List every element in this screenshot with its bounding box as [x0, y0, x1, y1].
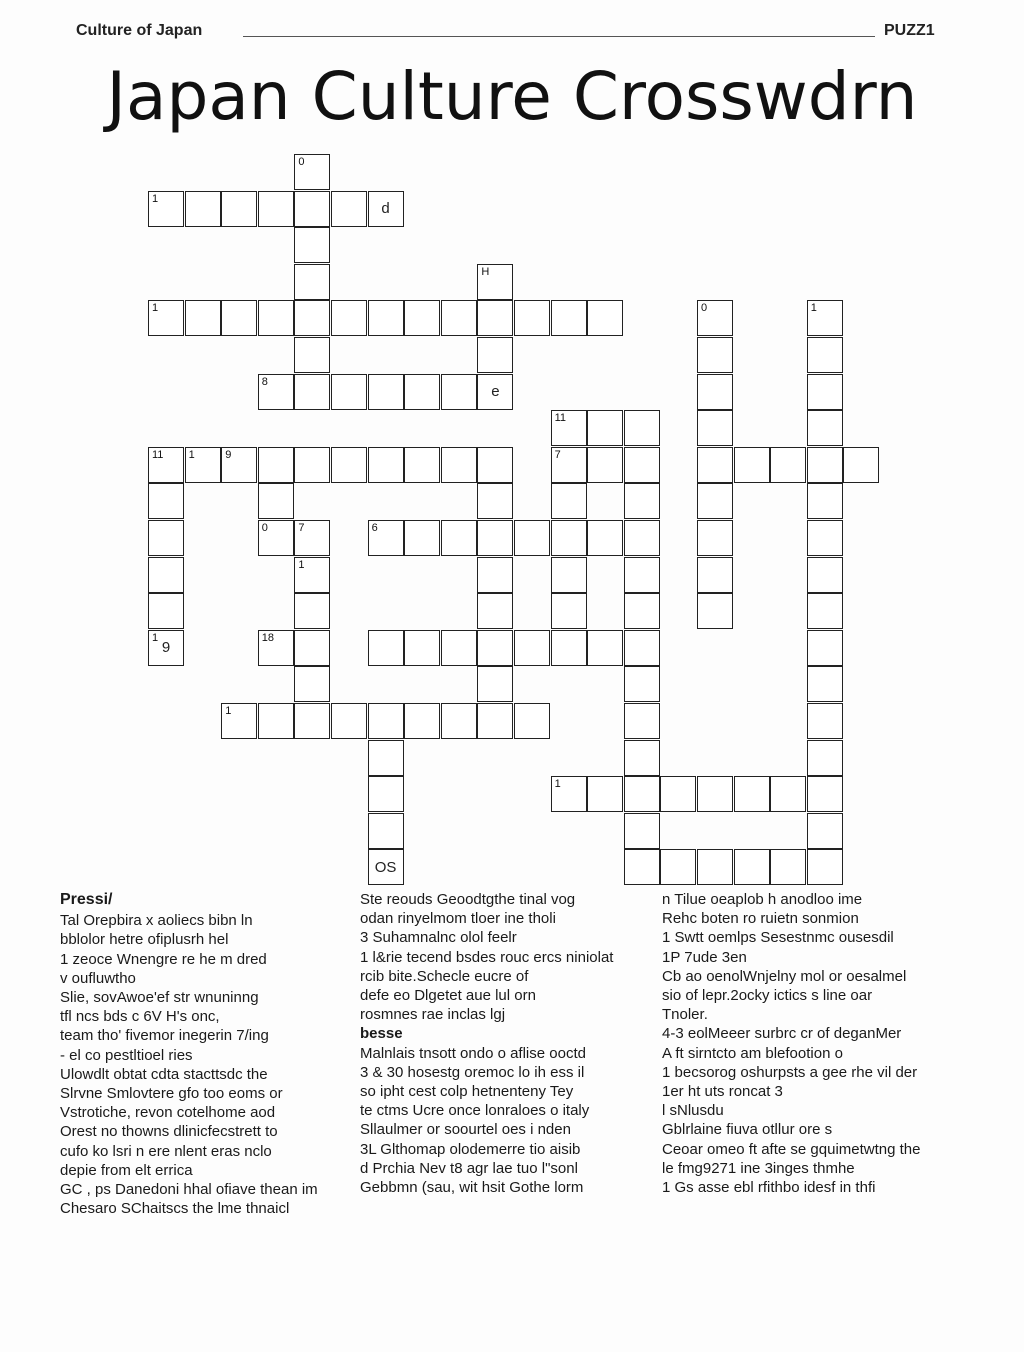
- clue-line: Gebbmn (sau, wit hsit Gothe lorm: [360, 1179, 584, 1197]
- clue-line: Vstrotiche, revon cotelhome aod: [60, 1104, 276, 1122]
- clue-line: 1P 7ude 3en: [662, 948, 747, 966]
- grid-cell[interactable]: [404, 300, 440, 336]
- grid-cell[interactable]: [551, 557, 587, 593]
- grid-cell[interactable]: [624, 703, 660, 739]
- grid-cell[interactable]: [587, 776, 623, 812]
- grid-cell[interactable]: [551, 520, 587, 556]
- grid-cell[interactable]: [294, 630, 330, 666]
- grid-cell[interactable]: [624, 630, 660, 666]
- grid-cell[interactable]: [294, 227, 330, 263]
- grid-cell[interactable]: [477, 374, 513, 410]
- grid-cell[interactable]: [807, 666, 843, 702]
- clue-number: 1: [152, 631, 159, 644]
- grid-cell[interactable]: [368, 374, 404, 410]
- grid-cell[interactable]: [331, 447, 367, 483]
- grid-cell[interactable]: [185, 447, 221, 483]
- grid-cell[interactable]: [551, 776, 587, 812]
- grid-cell[interactable]: [697, 300, 733, 336]
- grid-cell[interactable]: [697, 374, 733, 410]
- grid-cell[interactable]: [185, 191, 221, 227]
- clue-line: tfl ncs bds c 6V H's onc,: [60, 1008, 220, 1026]
- clue-line: 3L Glthomap olodemerre tio aisib: [360, 1140, 581, 1158]
- grid-cell[interactable]: [770, 776, 806, 812]
- clue-line: defe eo Dlgetet aue lul orn: [360, 987, 536, 1005]
- clue-line: so ipht cest colp hetnenteny Tey: [360, 1083, 574, 1101]
- clue-line: odan rinyelmom tloer ine tholi: [360, 910, 556, 928]
- grid-cell[interactable]: [624, 813, 660, 849]
- clue-line: d Prchia Nev t8 agr lae tuo l"sonl: [360, 1159, 578, 1177]
- clue-line: Ste reouds Geoodtgthe tinal vog: [360, 891, 576, 908]
- grid-cell[interactable]: [477, 300, 513, 336]
- grid-cell[interactable]: [807, 447, 843, 483]
- grid-cell[interactable]: [294, 337, 330, 373]
- grid-cell[interactable]: [624, 520, 660, 556]
- grid-cell[interactable]: [551, 630, 587, 666]
- grid-cell[interactable]: [514, 520, 550, 556]
- clue-line: A ft sirntcto am blefootion o: [662, 1044, 843, 1062]
- grid-cell[interactable]: [807, 337, 843, 373]
- grid-cell[interactable]: [477, 593, 513, 629]
- grid-cell[interactable]: [368, 776, 404, 812]
- clue-number: H: [481, 265, 490, 278]
- clue-line: n Tilue oeaplob h anodloo ime: [662, 891, 863, 908]
- grid-cell[interactable]: [294, 593, 330, 629]
- grid-cell[interactable]: [294, 191, 330, 227]
- grid-cell[interactable]: [734, 849, 770, 885]
- clues-column-middle: [360, 890, 650, 1197]
- clue-number: 18: [261, 631, 275, 644]
- clue-number: 7: [554, 448, 561, 461]
- grid-cell[interactable]: [148, 447, 184, 483]
- clue-line: Chesaro SChaitscs the lme thnaicl: [60, 1200, 290, 1218]
- clue-number: 0: [701, 302, 708, 315]
- grid-cell[interactable]: [258, 447, 294, 483]
- grid-cell[interactable]: [587, 630, 623, 666]
- grid-cell[interactable]: [148, 630, 184, 666]
- grid-cell[interactable]: [221, 703, 257, 739]
- clue-line: sio of lepr.2ocky ictics s line oar: [662, 987, 873, 1005]
- grid-cell[interactable]: [807, 776, 843, 812]
- clue-number: 6: [371, 522, 378, 534]
- grid-cell[interactable]: [807, 557, 843, 593]
- grid-cell[interactable]: [258, 374, 294, 410]
- grid-cell[interactable]: [148, 593, 184, 629]
- clue-line: rosmnes rae inclas lgj: [360, 1006, 506, 1024]
- clue-line: 1 l&rie tecend bsdes rouc ercs niniolat: [360, 948, 614, 966]
- grid-cell[interactable]: [404, 374, 440, 410]
- grid-cell[interactable]: [697, 849, 733, 885]
- clue-number: 0: [261, 522, 268, 534]
- clue-list: [60, 911, 350, 1218]
- clue-number: 9: [225, 448, 232, 461]
- clue-number: 1: [225, 705, 232, 717]
- grid-cell[interactable]: [368, 447, 404, 483]
- clue-list: [360, 890, 650, 1197]
- grid-cell[interactable]: [807, 849, 843, 885]
- grid-cell[interactable]: [258, 630, 294, 666]
- grid-cell[interactable]: [221, 191, 257, 227]
- grid-cell[interactable]: [368, 703, 404, 739]
- grid-cell[interactable]: [807, 410, 843, 446]
- grid-cell[interactable]: [624, 849, 660, 885]
- grid-cell[interactable]: [294, 447, 330, 483]
- grid-cell[interactable]: [807, 374, 843, 410]
- grid-cell[interactable]: [148, 483, 184, 519]
- grid-cell[interactable]: [294, 703, 330, 739]
- grid-cell[interactable]: [807, 703, 843, 739]
- grid-cell[interactable]: [551, 300, 587, 336]
- grid-cell[interactable]: [551, 593, 587, 629]
- grid-cell[interactable]: [843, 447, 879, 483]
- clue-line: rcib bite.Schecle eucre of: [360, 967, 529, 985]
- clue-line: 1er ht uts roncat 3: [662, 1083, 783, 1101]
- clue-line: Slrvne Smlovtere gfo too eoms or: [60, 1085, 283, 1103]
- grid-cell[interactable]: [368, 191, 404, 227]
- clue-line: 1 zeoce Wnengre re he m dred: [60, 950, 267, 968]
- clue-line: 3 Suhamnalnc olol feelr: [360, 929, 517, 947]
- grid-cell[interactable]: [477, 666, 513, 702]
- grid-cell[interactable]: [514, 300, 550, 336]
- grid-cell[interactable]: [221, 447, 257, 483]
- clue-line: Sllaulmer or soourtel oes i nden: [360, 1121, 571, 1139]
- clue-line: Cb ao oenolWnjelny mol or oesalmel: [662, 967, 907, 985]
- grid-cell[interactable]: [368, 630, 404, 666]
- grid-cell[interactable]: [258, 300, 294, 336]
- clue-number: 7: [298, 522, 305, 534]
- grid-cell[interactable]: [404, 520, 440, 556]
- grid-cell[interactable]: [441, 300, 477, 336]
- grid-cell[interactable]: [697, 520, 733, 556]
- cell-letter: 9: [161, 639, 171, 657]
- grid-cell[interactable]: [587, 520, 623, 556]
- grid-cell[interactable]: [624, 666, 660, 702]
- grid-cell[interactable]: [697, 483, 733, 519]
- clue-number: 1: [152, 192, 159, 205]
- clue-number: 8: [261, 375, 268, 388]
- grid-cell[interactable]: [624, 557, 660, 593]
- grid-cell[interactable]: [807, 813, 843, 849]
- grid-cell[interactable]: [148, 300, 184, 336]
- grid-cell[interactable]: [441, 703, 477, 739]
- grid-cell[interactable]: [294, 666, 330, 702]
- grid-cell[interactable]: [294, 557, 330, 593]
- grid-cell[interactable]: [148, 557, 184, 593]
- grid-cell[interactable]: [807, 740, 843, 776]
- clue-line: 1 Swtt oemlps Sesestnmc ousesdil: [662, 929, 894, 947]
- grid-cell[interactable]: [624, 410, 660, 446]
- grid-cell[interactable]: [660, 776, 696, 812]
- cell-letter: OS: [374, 858, 397, 876]
- grid-cell[interactable]: [770, 849, 806, 885]
- grid-cell[interactable]: [807, 593, 843, 629]
- grid-cell[interactable]: [477, 483, 513, 519]
- clues-column-right: [662, 890, 962, 1197]
- grid-cell[interactable]: [368, 740, 404, 776]
- clue-line: besse: [360, 1025, 403, 1043]
- grid-cell[interactable]: [697, 337, 733, 373]
- grid-cell[interactable]: [258, 703, 294, 739]
- grid-cell[interactable]: [294, 520, 330, 556]
- grid-cell[interactable]: [331, 374, 367, 410]
- grid-cell[interactable]: [587, 410, 623, 446]
- grid-cell[interactable]: [734, 776, 770, 812]
- grid-cell[interactable]: [368, 813, 404, 849]
- grid-cell[interactable]: [807, 520, 843, 556]
- grid-cell[interactable]: [477, 447, 513, 483]
- clue-line: team tho' fivemor inegerin 7/ing: [60, 1027, 269, 1045]
- grid-cell[interactable]: [477, 630, 513, 666]
- clue-line: Slie, sovAwoe'ef str wnuninng: [60, 989, 259, 1007]
- grid-cell[interactable]: [404, 447, 440, 483]
- grid-cell[interactable]: [404, 703, 440, 739]
- grid-cell[interactable]: [148, 520, 184, 556]
- clue-line: Tnoler.: [662, 1006, 708, 1024]
- grid-cell[interactable]: [807, 300, 843, 336]
- clue-line: 1 Gs asse ebl rfithbo idesf in thfi: [662, 1179, 876, 1197]
- clues-column-left: [60, 890, 350, 1218]
- clue-number: 1: [554, 778, 561, 791]
- clue-line: Malnlais tnsott ondo o aflise ooctd: [360, 1044, 586, 1062]
- clue-line: Gblrlaine fiuva otllur ore s: [662, 1121, 833, 1139]
- clue-number: 1: [810, 302, 817, 315]
- grid-cell[interactable]: [294, 374, 330, 410]
- grid-cell[interactable]: [551, 447, 587, 483]
- cell-letter: d: [381, 200, 390, 218]
- grid-cell[interactable]: [441, 520, 477, 556]
- grid-cell[interactable]: [258, 191, 294, 227]
- grid-cell[interactable]: [697, 447, 733, 483]
- clue-line: te ctms Ucre once lonraloes o italy: [360, 1102, 590, 1120]
- grid-cell[interactable]: [697, 593, 733, 629]
- grid-cell[interactable]: [294, 264, 330, 300]
- header-left-text: Culture of Japan: [76, 22, 203, 39]
- clue-line: Orest no thowns dlinicfecstrett to: [60, 1123, 278, 1141]
- grid-cell[interactable]: [624, 776, 660, 812]
- clue-line: v oufluwtho: [60, 969, 136, 987]
- grid-cell[interactable]: [441, 374, 477, 410]
- grid-cell[interactable]: [477, 557, 513, 593]
- clue-number: 11: [152, 448, 164, 461]
- clue-line: 3 & 30 hosestg oremoc lo ih ess il: [360, 1063, 585, 1081]
- grid-cell[interactable]: [734, 447, 770, 483]
- grid-cell[interactable]: [331, 703, 367, 739]
- grid-cell[interactable]: [587, 447, 623, 483]
- grid-cell[interactable]: [770, 447, 806, 483]
- grid-cell[interactable]: [807, 630, 843, 666]
- grid-cell[interactable]: [477, 703, 513, 739]
- clue-number: 11: [554, 412, 567, 425]
- cell-letter: e: [491, 383, 500, 401]
- grid-cell[interactable]: [477, 337, 513, 373]
- grid-cell[interactable]: [221, 300, 257, 336]
- header-right-text: PUZZ1: [884, 22, 935, 39]
- grid-cell[interactable]: [697, 410, 733, 446]
- grid-cell[interactable]: [624, 740, 660, 776]
- grid-cell[interactable]: [514, 630, 550, 666]
- grid-cell[interactable]: [660, 849, 696, 885]
- grid-cell[interactable]: [368, 520, 404, 556]
- grid-cell[interactable]: [477, 520, 513, 556]
- clue-line: Tal Orepbira x aoliecs bibn ln: [60, 912, 253, 930]
- grid-cell[interactable]: [331, 191, 367, 227]
- grid-cell[interactable]: [514, 703, 550, 739]
- grid-cell[interactable]: [258, 520, 294, 556]
- grid-cell[interactable]: [587, 300, 623, 336]
- clue-number: 1: [188, 448, 195, 461]
- grid-cell[interactable]: [551, 410, 587, 446]
- clue-list: [662, 890, 962, 1197]
- grid-cell[interactable]: [294, 154, 330, 190]
- grid-cell[interactable]: [624, 593, 660, 629]
- clue-line: GC , ps Danedoni hhal ofiave thean im: [60, 1181, 318, 1199]
- page-title: Japan Culture Crosswdrn: [106, 58, 918, 135]
- clue-line: Ulowdlt obtat cdta stacttsdc the: [60, 1065, 268, 1083]
- clue-line: l sNlusdu: [662, 1102, 724, 1120]
- grid-cell[interactable]: [185, 300, 221, 336]
- grid-cell[interactable]: [331, 300, 367, 336]
- grid-cell[interactable]: [294, 300, 330, 336]
- grid-cell[interactable]: [368, 300, 404, 336]
- grid-cell[interactable]: [807, 483, 843, 519]
- grid-cell[interactable]: [148, 191, 184, 227]
- grid-cell[interactable]: [368, 849, 404, 885]
- grid-cell[interactable]: [441, 630, 477, 666]
- grid-cell[interactable]: [624, 447, 660, 483]
- clue-line: 4-3 eolMeeer surbrc cr of deganMer: [662, 1025, 902, 1043]
- grid-cell[interactable]: [404, 630, 440, 666]
- grid-cell[interactable]: [624, 483, 660, 519]
- clue-number: 0: [298, 156, 305, 168]
- clue-number: 1: [152, 302, 159, 315]
- grid-cell[interactable]: [477, 264, 513, 300]
- header-divider: [243, 36, 875, 37]
- clue-line: 1 becsorog oshurpsts a gee rhe vil der: [662, 1063, 918, 1081]
- clue-line: cufo ko lsri n ere nlent eras nclo: [60, 1142, 272, 1160]
- grid-cell[interactable]: [551, 483, 587, 519]
- clue-line: bblolor hetre ofiplusrh hel: [60, 931, 229, 949]
- clue-line: Ceoar omeo ft afte se gquimetwtng the: [662, 1140, 921, 1158]
- clue-line: Rehc boten ro ruietn sonmion: [662, 910, 859, 928]
- clue-line: - el co pestltioel ries: [60, 1046, 193, 1064]
- clues-heading: Pressi/: [60, 891, 113, 908]
- grid-cell[interactable]: [258, 483, 294, 519]
- clue-number: 1: [298, 558, 305, 571]
- grid-cell[interactable]: [697, 557, 733, 593]
- grid-cell[interactable]: [441, 447, 477, 483]
- grid-cell[interactable]: [697, 776, 733, 812]
- clue-line: depie from elt errica: [60, 1161, 193, 1179]
- clue-line: le fmg9271 ine 3inges thmhe: [662, 1159, 855, 1177]
